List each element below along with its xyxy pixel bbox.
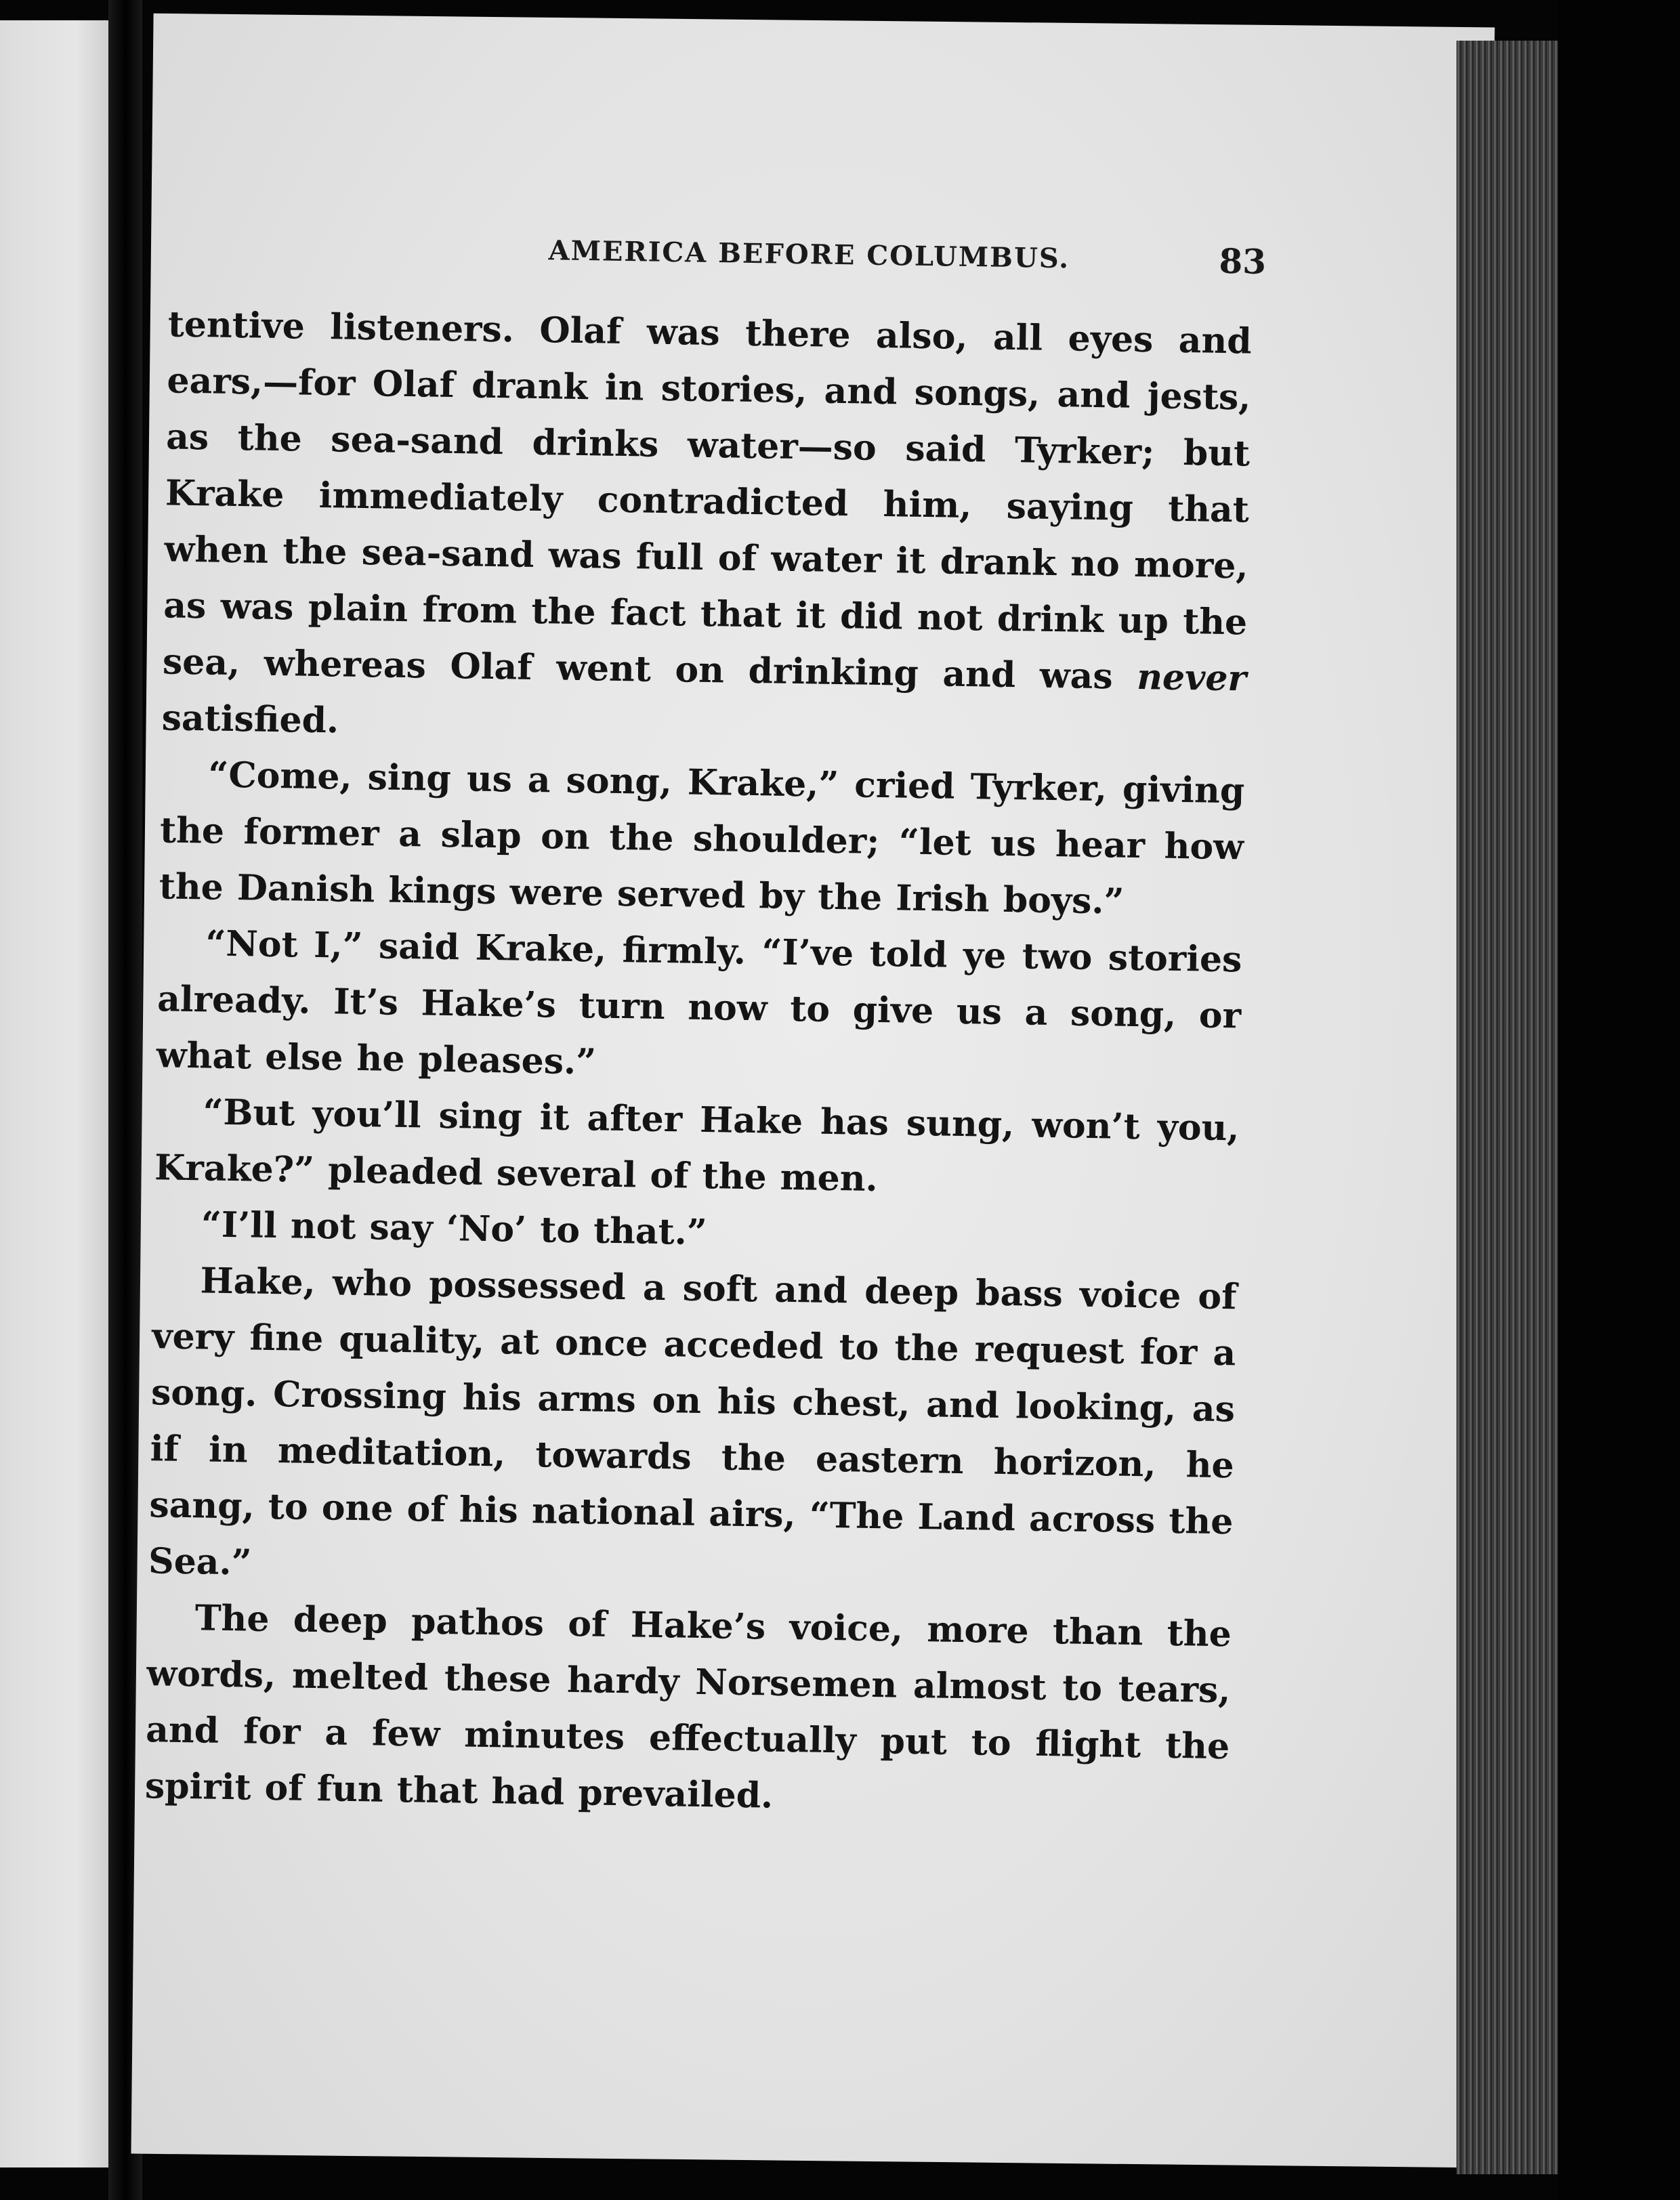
- page-text-block: [144, 228, 1267, 1831]
- paragraph: “Not I,” said Krake, firmly. “I’ve told ye two stories already. It’s Hake’s turn now to give us a song, or what else he pleases.”: [156, 923, 1242, 1083]
- paragraph-text: tentive listeners. Olaf was there also, all eyes and ears,—for Olaf drank in stories, and songs, and jests, as the sea-sand drinks water—so said Tyrker; but Krake immediately contradicted him, saying that when the sea-sand was full of water it drank no more, as was plain from the fact that it did not drink up the sea, whereas Olaf went on drinking and was: [162, 303, 1253, 698]
- running-title: AMERICA BEFORE COLUMBUS.: [548, 234, 1070, 275]
- scan-background: [1558, 0, 1680, 2200]
- page-number: 83: [1219, 240, 1267, 282]
- paragraph: “I’ll not say ‘No’ to that.”: [201, 1204, 708, 1254]
- paragraph: The deep pathos of Hake’s voice, more than the words, melted these hardy Norsemen almost to tears, and for a few minutes effectually put to flight the spirit of fun that had prevailed.: [144, 1597, 1232, 1817]
- emphasized-word: never: [1136, 656, 1247, 700]
- paragraph: “Come, sing us a song, Krake,” cried Tyrker, giving the former a slap on the shoulder; “let us hear how the Danish kings were served by the Irish boys.”: [159, 754, 1245, 923]
- paragraph-text: satisfied.: [161, 697, 339, 742]
- paragraph: Hake, who possessed a soft and deep bass voice of very fine quality, at once acceded to the request for a song. Crossing his arms on his chest, and looking, as if in meditation, towards the eastern horizon, he sang, to one of his national airs, “The Land across the Sea.”: [148, 1260, 1237, 1584]
- paragraph: [161, 296, 1252, 763]
- page-edges: [1456, 41, 1558, 2174]
- facing-page-edge: [0, 20, 108, 2167]
- paragraph: “But you’ll sing it after Hake has sung, won’t you, Krake?” pleaded several of the men.: [154, 1091, 1240, 1200]
